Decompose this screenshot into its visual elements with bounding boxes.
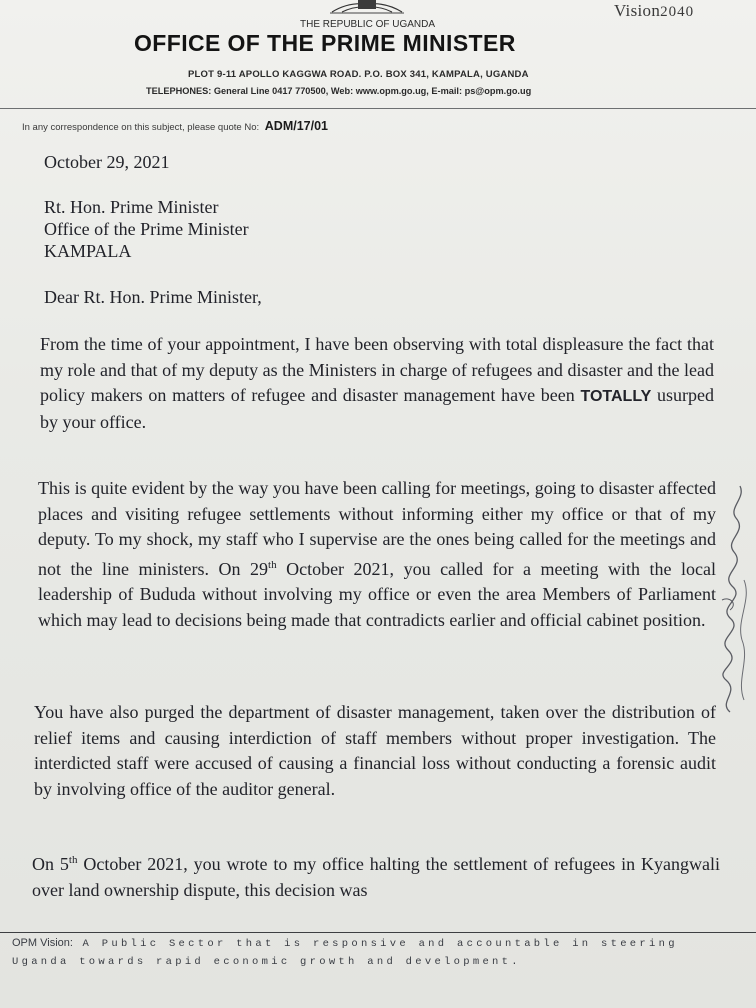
salutation: Dear Rt. Hon. Prime Minister, (44, 287, 262, 307)
office-contacts: TELEPHONES: General Line 0417 770500, Web: www.opm.go.ug, E-mail: ps@opm.go.ug (146, 86, 532, 96)
reference-number: ADM/17/01 (264, 119, 328, 133)
handwritten-signature (700, 480, 756, 720)
footer-vision-line-2: Uganda towards rapid economic growth and development. (12, 956, 521, 968)
reference-line (22, 119, 328, 133)
footer-divider (0, 932, 756, 933)
vision-2040-logo: Vision2040 (614, 1, 695, 20)
header-divider (0, 108, 756, 109)
paragraph-1: From the time of your appointment, I have been observing with total displeasure the fact that my role and that of my deputy as the Ministers in charge of refugees and disaster and the lead policy makers on matters of refugee and disaster management have been TOTALLY usurped by your office. (40, 334, 714, 432)
footer-vision-line-1: OPM Vision: A Public Sector that is responsive and accountable in steering (12, 937, 678, 950)
paragraph-2: This is quite evident by the way you have been calling for meetings, going to disaster affected places and visiting refugee settlements without informing either my office or that of my deputy. To my shock, my staff who I supervise are the ones being called for the meetings and not the line ministers. On 29th October 2021, you called for a meeting with the local leadership of Bududa without involving my office or even the area Members of Parliament which may lead to decisions being made that contradicts earlier and official cabinet position. (38, 478, 717, 630)
recipient-line-3: KAMPALA (44, 241, 132, 261)
recipient-line-2: Office of the Prime Minister (44, 219, 249, 239)
office-address: PLOT 9-11 APOLLO KAGGWA ROAD. P.O. BOX 341, KAMPALA, UGANDA (188, 69, 529, 80)
office-title: OFFICE OF THE PRIME MINISTER (134, 30, 516, 56)
paragraph-4: On 5th October 2021, you wrote to my office halting the settlement of refugees in Kyangwali over land ownership dispute, this decision was (32, 854, 721, 900)
recipient-line-1: Rt. Hon. Prime Minister (44, 197, 219, 217)
reference-label: In any correspondence on this subject, please quote No: (22, 122, 260, 133)
paragraph-3: You have also purged the department of disaster management, taken over the distribution of relief items and causing interdiction of staff members without proper investigation. The interdicted staff were accused of causing a financial loss without conducting a forensic audit by involving office of the auditor general. (34, 702, 716, 799)
letter-date: October 29, 2021 (44, 152, 170, 172)
republic-label: THE REPUBLIC OF UGANDA (300, 19, 436, 30)
coat-of-arms-emblem (328, 0, 406, 14)
